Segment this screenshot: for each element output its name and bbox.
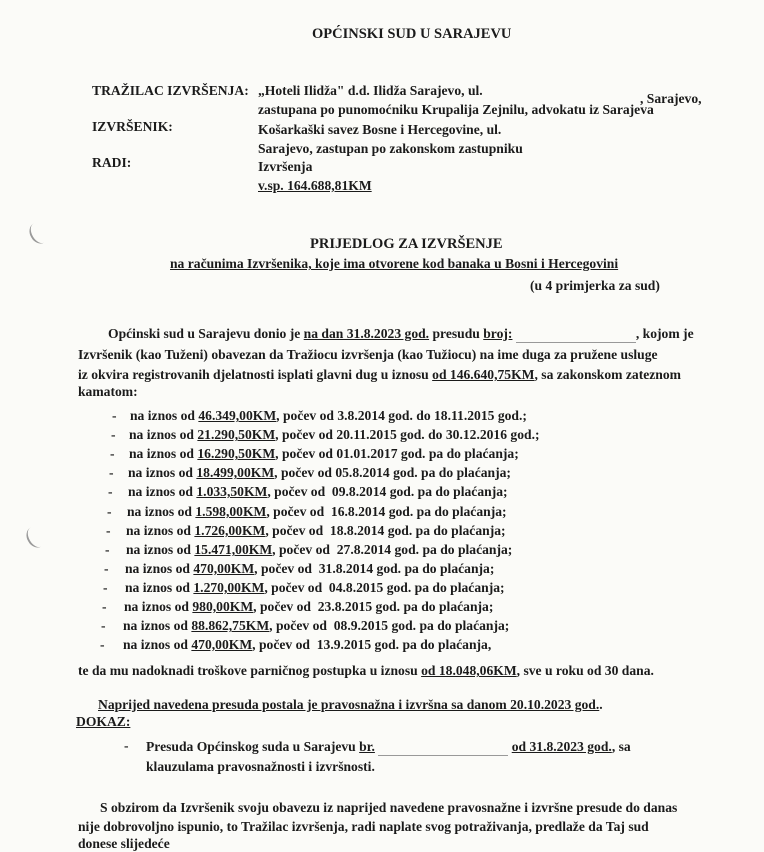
closing-line-1: S obzirom da Izvršenik svoju obavezu iz naprijed navedene pravosnažne i izvršne presude do danas xyxy=(100,800,678,815)
interest-item-prefix: na iznos od xyxy=(125,561,194,576)
intro-line-1 xyxy=(108,326,694,343)
interest-item-period: , počev od 08.9.2015 god. pa do plaćanja; xyxy=(269,618,510,633)
interest-item-period: , počev od 23.8.2015 god. pa do plaćanja; xyxy=(253,599,494,614)
redacted-area xyxy=(378,739,508,756)
list-dash: - xyxy=(101,618,106,633)
dokaz-text-a: Presuda Općinskog suda u Sarajevu xyxy=(146,739,356,754)
radi-text: Izvršenja xyxy=(258,159,313,174)
interest-item-prefix: na iznos od xyxy=(123,637,192,652)
list-dash: - xyxy=(112,408,117,423)
interest-item xyxy=(126,542,512,558)
dokaz-dash: - xyxy=(124,738,129,753)
interest-item xyxy=(124,599,493,615)
interest-item-prefix: na iznos od xyxy=(126,523,195,538)
interest-item xyxy=(127,504,507,520)
costs-line xyxy=(78,663,654,679)
list-dash: - xyxy=(110,446,115,461)
interest-item-amount: 470,00KM xyxy=(191,637,253,652)
interest-item-amount: 1.726,00KM xyxy=(194,523,266,538)
costs-amount: od 18.048,06KM xyxy=(421,663,517,678)
intro-line-3-end: , sa zakonskom zateznom xyxy=(534,367,681,382)
list-dash: - xyxy=(111,427,116,442)
dokaz-line-2: klauzulama pravosnažnosti i izvršnosti. xyxy=(146,759,375,774)
interest-item-period: , počev od 27.8.2014 god. pa do plaćanja; xyxy=(272,542,513,557)
vsp-amount: v.sp. 164.688,81KM xyxy=(258,178,372,193)
intro-text-a: Općinski sud u Sarajevu donio je xyxy=(108,326,301,341)
costs-end: , sve u roku od 30 dana. xyxy=(516,663,654,678)
intro-line-2: Izvršenik (kao Tuženi) obavezan da Tražiocu izvršenja (kao Tužiocu) na ime duga za pružene usluge xyxy=(78,347,658,362)
closing-line-2: nije dobrovoljno ispunio, to Tražilac izvršenja, radi naplate svog potraživanja, predlaže da Taj sud xyxy=(78,819,649,834)
zastupana-text: zastupana po punomoćniku Krupalija Zejnilu, advokatu iz Sarajeva xyxy=(258,102,654,117)
izvrsenik-text: Košarkaški savez Bosne i Hercegovine, ul. xyxy=(258,122,502,137)
interest-item-period: , počev od 09.8.2014 god. pa do plaćanja; xyxy=(267,484,508,499)
judgment-number-label: broj: xyxy=(483,326,513,341)
interest-item-prefix: na iznos od xyxy=(130,408,199,423)
dokaz-text-b: , sa xyxy=(611,739,631,754)
final-note-text: Naprijed navedena presuda postala je pravosnažna i izvršna sa danom 20.10.2023 god. xyxy=(98,697,600,712)
intro-line-3 xyxy=(78,367,681,383)
interest-item-period: , počev od 3.8.2014 god. do 18.11.2015 god.; xyxy=(276,408,527,423)
closing-line-3: donese slijedeće xyxy=(78,836,170,851)
interest-item-prefix: na iznos od xyxy=(126,542,195,557)
interest-item-period: , počev od 04.8.2015 god. pa do plaćanja; xyxy=(264,580,505,595)
copies-note: (u 4 primjerka za sud) xyxy=(530,278,660,293)
dokaz-label: DOKAZ: xyxy=(76,714,131,729)
interest-item-period: , počev od 05.8.2014 god. pa do plaćanja; xyxy=(274,465,511,480)
interest-item-amount: 1.033,50KM xyxy=(196,484,268,499)
trazilac-end: , Sarajevo, xyxy=(640,91,702,106)
interest-item-amount: 1.598,00KM xyxy=(195,504,267,519)
interest-item-prefix: na iznos od xyxy=(128,484,197,499)
interest-item xyxy=(123,637,491,653)
interest-item xyxy=(125,580,505,596)
interest-item-amount: 1.270,00KM xyxy=(193,580,265,595)
interest-item-amount: 88.862,75KM xyxy=(191,618,270,633)
interest-item-amount: 46.349,00KM xyxy=(198,408,277,423)
interest-item-amount: 980,00KM xyxy=(192,599,254,614)
punch-hole-top xyxy=(26,219,53,247)
proposal-title: PRIJEDLOG ZA IZVRŠENJE xyxy=(310,236,503,252)
list-dash: - xyxy=(107,504,112,519)
interest-item-amount: 21.290,50KM xyxy=(197,427,276,442)
judgment-date: na dan 31.8.2023 god. xyxy=(303,326,430,341)
costs-text: te da mu nadoknadi troškove parničnog postupka u iznosu xyxy=(78,663,418,678)
dokaz-line-1 xyxy=(146,739,631,756)
redacted-area xyxy=(516,326,636,343)
zastupan-text: Sarajevo, zastupan po zakonskom zastupniku xyxy=(258,141,523,156)
list-dash: - xyxy=(108,484,113,499)
interest-item xyxy=(125,561,494,577)
interest-item-prefix: na iznos od xyxy=(129,427,198,442)
interest-item-period: , počev od 31.8.2014 god. pa do plaćanja; xyxy=(254,561,495,576)
interest-item-amount: 15.471,00KM xyxy=(194,542,273,557)
proposal-subtitle: na računima Izvršenika, koje ima otvorene kod banaka u Bosni i Hercegovini xyxy=(170,256,619,271)
list-dash: - xyxy=(109,465,114,480)
interest-item-period: , počev od 13.9.2015 god. pa do plaćanja, xyxy=(252,637,492,652)
court-title: OPĆINSKI SUD U SARAJEVU xyxy=(312,26,512,42)
final-note xyxy=(98,697,603,713)
interest-item-amount: 470,00KM xyxy=(193,561,255,576)
trazilac-text: „Hoteli Ilidža" d.d. Ilidža Sarajevo, ul. xyxy=(258,83,483,98)
interest-item-prefix: na iznos od xyxy=(127,504,196,519)
punch-hole-bottom xyxy=(23,523,50,551)
list-dash: - xyxy=(100,637,105,652)
intro-text-b: presudu xyxy=(432,326,480,341)
interest-item-period: , počev od 18.8.2014 god. pa do plaćanja; xyxy=(265,523,506,538)
dokaz-date: od 31.8.2023 god. xyxy=(511,739,612,754)
interest-item-prefix: na iznos od xyxy=(124,599,193,614)
interest-item xyxy=(129,427,540,443)
intro-end: , kojom je xyxy=(635,326,694,341)
interest-item xyxy=(126,523,506,539)
interest-item-prefix: na iznos od xyxy=(128,465,197,480)
izvrsenik-label: IZVRŠENIK: xyxy=(92,119,173,134)
interest-item-period: , počev od 20.11.2015 god. do 30.12.2016 god.; xyxy=(275,427,540,442)
interest-item-prefix: na iznos od xyxy=(125,580,194,595)
interest-item-period: , počev od 16.8.2014 god. pa do plaćanja; xyxy=(266,504,507,519)
list-dash: - xyxy=(102,599,107,614)
list-dash: - xyxy=(105,542,110,557)
interest-item-amount: 18.499,00KM xyxy=(196,465,275,480)
interest-item-prefix: na iznos od xyxy=(129,446,198,461)
principal-amount: od 146.640,75KM xyxy=(432,367,535,382)
list-dash: - xyxy=(104,561,109,576)
interest-item xyxy=(129,446,519,462)
intro-line-3-text: iz okvira registrovanih djelatnosti isplati glavni dug u iznosu xyxy=(78,367,429,382)
trazilac-label: TRAŽILAC IZVRŠENJA: xyxy=(92,83,249,98)
interest-item-amount: 16.290,50KM xyxy=(197,446,276,461)
interest-item xyxy=(130,408,527,424)
dokaz-br: br. xyxy=(359,739,375,754)
list-dash: - xyxy=(106,523,111,538)
intro-line-4: kamatom: xyxy=(78,384,138,399)
interest-item-prefix: na iznos od xyxy=(123,618,192,633)
final-note-dot: . xyxy=(599,697,603,712)
interest-item xyxy=(123,618,509,634)
radi-label: RADI: xyxy=(92,155,132,170)
interest-item xyxy=(128,484,508,500)
list-dash: - xyxy=(103,580,108,595)
interest-item-period: , počev od 01.01.2017 god. pa do plaćanja; xyxy=(275,446,519,461)
interest-item xyxy=(128,465,511,481)
